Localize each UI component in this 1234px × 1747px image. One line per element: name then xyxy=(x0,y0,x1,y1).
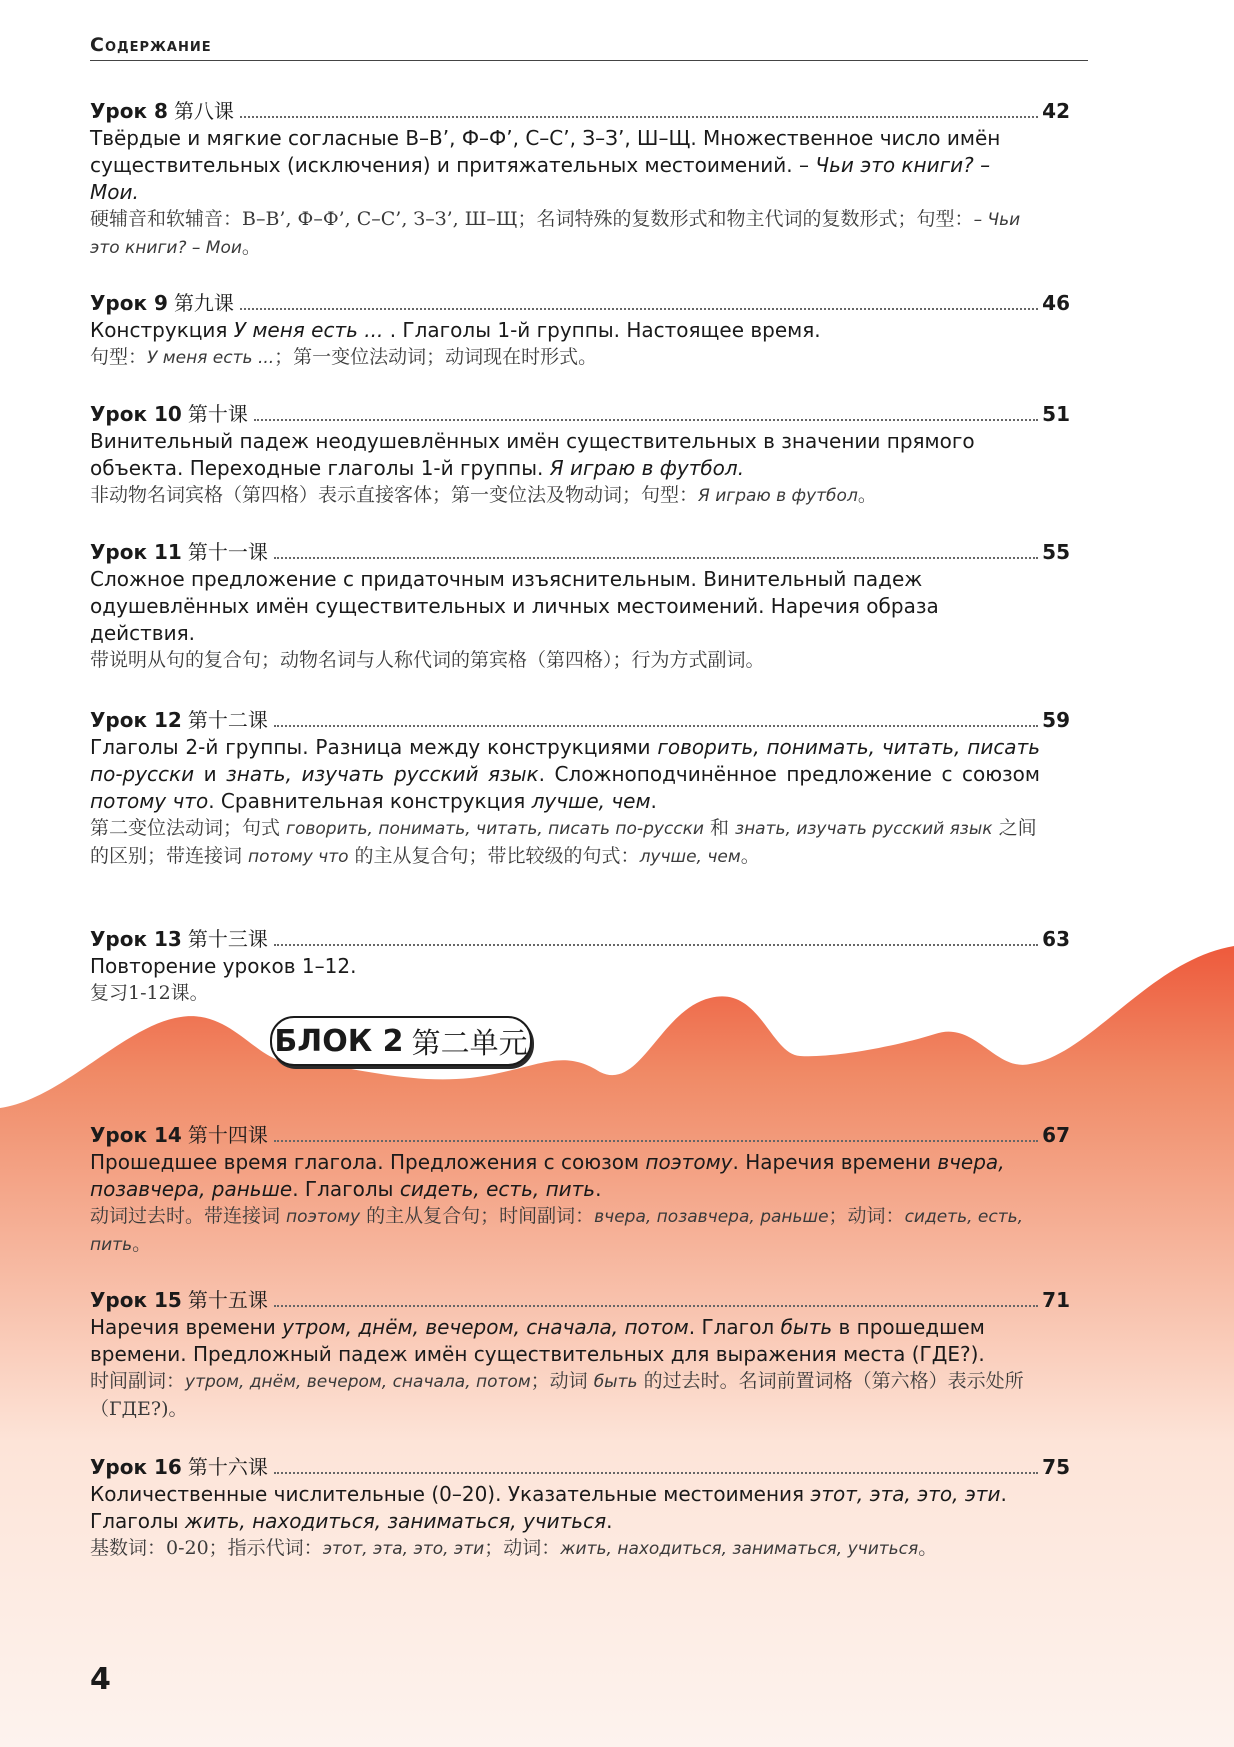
lesson-description-ru xyxy=(90,428,1040,482)
description-segment: . xyxy=(606,1509,613,1533)
lesson-number-cn: 第十课 xyxy=(187,402,248,426)
lesson-description-cn xyxy=(90,980,1040,1007)
description-segment: Повторение уроков 1–12. xyxy=(90,954,357,978)
description-segment: 。 xyxy=(132,1233,152,1255)
description-segment: . xyxy=(595,1177,602,1201)
description-segment: знать, изучать русский язык xyxy=(226,762,539,786)
lesson-description-cn xyxy=(90,482,1040,510)
lesson-number: Урок 9 xyxy=(90,291,168,315)
description-segment: утром, днём, вечером, сначала, потом xyxy=(185,1372,531,1392)
description-segment: 。 xyxy=(740,845,760,867)
lesson-number: Урок 13 xyxy=(90,927,182,951)
block-label: БЛОК 2 xyxy=(274,1023,404,1059)
lesson-page-number: 75 xyxy=(1042,1455,1070,1479)
description-segment: У меня есть ... xyxy=(147,348,275,368)
description-segment: Я играю в футбол xyxy=(698,486,858,506)
lesson-heading xyxy=(90,401,1070,428)
description-segment: Прошедшее время глагола. Предложения с союзом xyxy=(90,1150,646,1174)
description-segment: вчера, позавчера, раньше xyxy=(594,1207,829,1227)
lesson-page-number: 59 xyxy=(1042,708,1070,732)
description-segment: жить, находиться, заниматься, учиться xyxy=(560,1539,919,1559)
lesson-number-cn: 第八课 xyxy=(173,99,234,123)
lesson-entry[interactable] xyxy=(90,1454,1070,1563)
lesson-description-ru xyxy=(90,317,1040,344)
description-segment: утром, днём, вечером, сначала, потом xyxy=(282,1315,689,1339)
block-badge xyxy=(270,1016,532,1066)
lesson-number-cn: 第十二课 xyxy=(187,708,268,732)
description-segment: в прошедшем времени. Предложный падеж имён существительных для выражения места (ГДЕ?). xyxy=(90,1315,985,1366)
description-segment: вчера, позавчера, раньше xyxy=(90,1150,1005,1201)
lesson-description-cn xyxy=(90,1203,1040,1259)
lesson-entry[interactable] xyxy=(90,707,1070,871)
description-segment: 带说明从句的复合句；动物名词与人称代词的第宾格（第四格）；行为方式副词。 xyxy=(90,649,765,671)
description-segment: говорить, понимать, читать, писать по-русски xyxy=(286,819,704,839)
description-segment: жить, находиться, заниматься, учиться xyxy=(184,1509,607,1533)
description-segment: знать, изучать русский язык xyxy=(735,819,993,839)
description-segment: ；动词： xyxy=(828,1205,905,1227)
description-segment: . Сложноподчинённое предложение с союзом xyxy=(538,762,1040,786)
lesson-number: Урок 8 xyxy=(90,99,168,123)
description-segment: 基数词：0-20；指示代词： xyxy=(90,1537,323,1559)
lesson-description-ru xyxy=(90,1149,1040,1203)
description-segment: Я играю в футбол. xyxy=(549,456,745,480)
description-segment: Винительный падеж неодушевлённых имён существительных в значении прямого объекта. Переходные глаголы 1-й группы. xyxy=(90,429,975,480)
lesson-description-ru xyxy=(90,1314,1040,1368)
lesson-heading xyxy=(90,98,1070,125)
description-segment: 的过去时。名词前置词格（第六格）表示处所（ГДЕ?)。 xyxy=(90,1370,1024,1420)
lesson-page-number: 51 xyxy=(1042,402,1070,426)
description-segment: . Наречия времени xyxy=(732,1150,938,1174)
description-segment: 第二变位法动词；句式 xyxy=(90,817,287,839)
lesson-description-cn xyxy=(90,1368,1040,1423)
lesson-number: Урок 10 xyxy=(90,402,182,426)
lesson-description-cn xyxy=(90,647,1040,674)
lesson-page-number: 55 xyxy=(1042,540,1070,564)
description-segment: 和 xyxy=(703,817,736,839)
description-segment: 。 xyxy=(918,1537,938,1559)
description-segment: Чьи это книги? – Мои. xyxy=(90,153,991,204)
lesson-description-ru xyxy=(90,734,1040,815)
description-segment: 的主从复合句；带比较级的句式： xyxy=(348,845,640,867)
description-segment: говорить, понимать, читать, писать по-русски xyxy=(90,735,1041,786)
dot-leader xyxy=(274,557,1038,559)
lesson-number: Урок 15 xyxy=(90,1288,182,1312)
description-segment: 之间的区别；带连接词 xyxy=(90,817,1037,867)
description-segment: ；动词 xyxy=(530,1370,594,1392)
lesson-entry[interactable] xyxy=(90,290,1070,372)
lesson-description-ru xyxy=(90,953,1040,980)
lesson-number-cn: 第十五课 xyxy=(187,1288,268,1312)
dot-leader xyxy=(274,1305,1038,1307)
lesson-description-cn xyxy=(90,815,1040,871)
lesson-page-number: 42 xyxy=(1042,99,1070,123)
description-segment: . Глаголы 1-й группы. Настоящее время. xyxy=(383,318,821,342)
dot-leader xyxy=(274,944,1038,946)
lesson-description-cn xyxy=(90,206,1040,262)
dot-leader xyxy=(274,1472,1038,1474)
dot-leader xyxy=(274,1140,1038,1142)
lesson-entry[interactable] xyxy=(90,926,1070,1007)
description-segment: и xyxy=(194,762,227,786)
description-segment: сидеть, есть, пить xyxy=(399,1177,596,1201)
description-segment: лучше, чем xyxy=(639,847,741,867)
dot-leader xyxy=(254,419,1038,421)
lesson-heading xyxy=(90,290,1070,317)
lesson-number-cn: 第十四课 xyxy=(187,1123,268,1147)
description-segment: 句型： xyxy=(90,346,148,368)
lesson-description-ru xyxy=(90,1481,1040,1535)
description-segment: . xyxy=(650,789,657,813)
header-divider xyxy=(90,60,1088,61)
description-segment: этот, эта, это, эти xyxy=(322,1539,485,1559)
description-segment: потому что xyxy=(248,847,349,867)
header-title: Содержание xyxy=(90,34,212,56)
description-segment: Сложное предложение с придаточным изъяснительным. Винительный падеж одушевлённых имён существительных и личных местоимений. Наречия образа действия. xyxy=(90,567,939,645)
description-segment: сидеть, есть, пить xyxy=(90,1207,1024,1255)
lesson-description-cn xyxy=(90,344,1040,372)
lesson-number-cn: 第十三课 xyxy=(187,927,268,951)
description-segment: быть xyxy=(780,1315,833,1339)
description-segment: поэтому xyxy=(286,1207,361,1227)
dot-leader xyxy=(240,308,1038,310)
description-segment: 非动物名词宾格（第四格）表示直接客体；第一变位法及物动词；句型： xyxy=(90,484,699,506)
lesson-page-number: 71 xyxy=(1042,1288,1070,1312)
lesson-entry[interactable] xyxy=(90,539,1070,674)
description-segment: 。 xyxy=(857,484,877,506)
lesson-description-cn xyxy=(90,1535,1040,1563)
lesson-number-cn: 第九课 xyxy=(173,291,234,315)
description-segment: – Чьи это книги? – Мои xyxy=(90,210,1021,258)
block-label-cn: 第二单元 xyxy=(411,1025,528,1060)
page-number: 4 xyxy=(90,1662,111,1697)
lesson-page-number: 63 xyxy=(1042,927,1070,951)
lesson-page-number: 67 xyxy=(1042,1123,1070,1147)
description-segment: 的主从复合句；时间副词： xyxy=(360,1205,595,1227)
description-segment: лучше, чем xyxy=(531,789,651,813)
lesson-heading xyxy=(90,539,1070,566)
description-segment: 硬辅音和软辅音：В–В’, Ф–Ф’, С–С’, З–З’, Ш–Щ；名词特殊的复数形式和物主代词的复数形式；句型： xyxy=(90,208,974,230)
lesson-page-number: 46 xyxy=(1042,291,1070,315)
lesson-entry[interactable] xyxy=(90,1122,1070,1259)
description-segment: поэтому xyxy=(645,1150,733,1174)
lesson-number-cn: 第十一课 xyxy=(187,540,268,564)
lesson-number: Урок 11 xyxy=(90,540,182,564)
description-segment: потому что xyxy=(90,789,209,813)
description-segment: 复习1-12课。 xyxy=(90,982,209,1004)
lesson-number-cn: 第十六课 xyxy=(187,1455,268,1479)
lesson-entry[interactable] xyxy=(90,401,1070,510)
description-segment: Твёрдые и мягкие согласные В–В’, Ф–Ф’, С–С’, З–З’, Ш–Щ. Множественное число имён существительных (исключения) и притяжательных местоимений. – xyxy=(90,126,1001,177)
description-segment: Глаголы 2-й группы. Разница между конструкциями xyxy=(90,735,658,759)
dot-leader xyxy=(274,725,1038,727)
lesson-heading xyxy=(90,1287,1070,1314)
lesson-heading xyxy=(90,1122,1070,1149)
lesson-number: Урок 14 xyxy=(90,1123,182,1147)
lesson-heading xyxy=(90,1454,1070,1481)
description-segment: Конструкция xyxy=(90,318,234,342)
description-segment: . Глагол xyxy=(688,1315,781,1339)
description-segment: . Глаголы xyxy=(90,1482,1007,1533)
description-segment: 。 xyxy=(241,236,261,258)
lesson-entry[interactable] xyxy=(90,1287,1070,1423)
dot-leader xyxy=(240,116,1038,118)
description-segment: Наречия времени xyxy=(90,1315,283,1339)
lesson-description-ru xyxy=(90,566,1040,647)
description-segment: 动词过去时。带连接词 xyxy=(90,1205,287,1227)
lesson-entry[interactable] xyxy=(90,98,1070,262)
lesson-number: Урок 12 xyxy=(90,708,182,732)
lesson-description-ru xyxy=(90,125,1040,206)
description-segment: У меня есть ... xyxy=(233,318,384,342)
lesson-heading xyxy=(90,926,1070,953)
lesson-heading xyxy=(90,707,1070,734)
description-segment: быть xyxy=(593,1372,638,1392)
description-segment: . Глаголы xyxy=(292,1177,400,1201)
lesson-number: Урок 16 xyxy=(90,1455,182,1479)
description-segment: этот, эта, это, эти xyxy=(810,1482,1001,1506)
description-segment: Количественные числительные (0–20). Указательные местоимения xyxy=(90,1482,811,1506)
description-segment: ；第一变位法动词；动词现在时形式。 xyxy=(274,346,598,368)
description-segment: . Сравнительная конструкция xyxy=(208,789,532,813)
description-segment: ；动词： xyxy=(484,1537,561,1559)
description-segment: 时间副词： xyxy=(90,1370,186,1392)
